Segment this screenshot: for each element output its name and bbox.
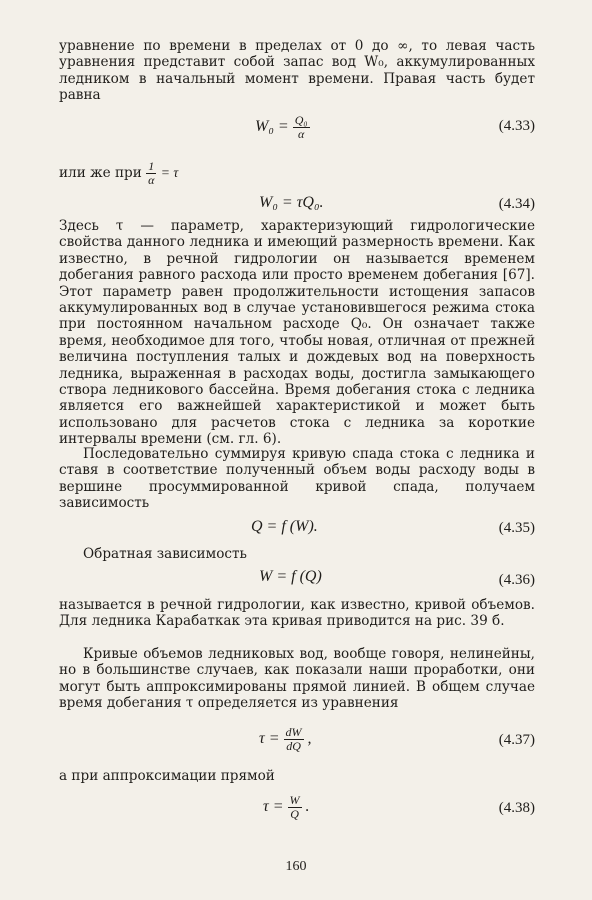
paragraph-3-text: Здесь τ — параметр, характеризующий гидрологические свойства данного ледника и имеющий размерность времени. Как известно, в речной гидрологии он называется временем добегания равного расхода или просто временем добегания [67]. Этот параметр равен продолжительности истощения запасов аккумулированных вод в случае установившегося режима стока при постоянном начальном расходе Q₀. Он означает также время, необходимое для того, чтобы новая, отличная от прежней величина поступления талых и дождевых вод на поверхность ледника, выраженная в расходах воды, достигла замыкающего створа ледникового бассейна. Время добегания стока с ледника является его важнейшей характеристикой и может быть использовано для расчетов стока с ледника за короткие интервалы времени (см. гл. 6). [59, 218, 535, 448]
equation-4-37-expr [259, 726, 312, 753]
paragraph-6-text: называется в речной гидрологии, как известно, кривой объемов. Для ледника Карабаткак эта кривая приводится на рис. 39 б. [59, 597, 535, 630]
equation-4-38-fraction [288, 794, 302, 821]
paragraph-8 [59, 768, 535, 784]
equation-4-35-expr: Q = f (W). [251, 518, 318, 535]
paragraph-2-prefix: или же при [59, 165, 142, 181]
equation-4-38-expr [263, 794, 310, 821]
equation-4-35-number: (4.35) [498, 520, 535, 536]
paragraph-2-frac-den: α [148, 173, 155, 187]
equation-4-38 [59, 792, 535, 828]
paragraph-2-frac-num: 1 [146, 160, 156, 174]
equation-4-35 [59, 512, 535, 548]
paragraph-4-text: Последовательно суммируя кривую спада стока с ледника и ставя в соответствие полученный объем воды расходу воды в вершине просуммированной кривой спада, получаем зависимость [59, 446, 535, 512]
equation-4-37-fraction [284, 726, 304, 753]
paragraph-7-text: Кривые объемов ледниковых вод, вообще говоря, нелинейны, но в большинстве случаев, как показали наши проработки, они могут быть аппроксимированы прямой линией. В общем случае время добегания τ определяется из уравнения [59, 646, 535, 712]
equation-4-38-tail: . [305, 798, 310, 816]
paragraph-1-text: уравнение по времени в пределах от 0 до ∞, то левая часть уравнения представит собой запас вод W₀, аккумулированных ледником в начальный момент времени. Правая часть будет равна [59, 38, 535, 104]
equation-4-33-fraction [293, 114, 310, 141]
page-number: 160 [285, 859, 307, 874]
paragraph-2 [59, 160, 535, 187]
paragraph-5-text: Обратная зависимость [83, 546, 247, 562]
equation-4-38-denominator: Q [290, 807, 299, 821]
paragraph-2-fraction [146, 160, 156, 187]
equation-4-33-numerator: Q₀ [294, 113, 308, 127]
paragraph-8-text: а при аппроксимации прямой [59, 768, 275, 784]
equation-4-37-tail: , [307, 730, 312, 748]
equation-4-34-expr: W₀ = τQ₀. [259, 194, 324, 211]
equation-4-38-numerator: W [289, 793, 300, 807]
equation-4-33-denominator: α [297, 127, 305, 141]
equation-4-37-denominator: dQ [286, 739, 301, 753]
equation-4-38-lhs: τ = [263, 798, 284, 816]
equation-4-36 [59, 564, 535, 600]
paragraph-7 [59, 646, 535, 712]
paragraph-5 [59, 546, 535, 562]
equation-4-37-number: (4.37) [498, 732, 535, 748]
paragraph-4 [59, 446, 535, 512]
equation-4-33 [59, 110, 535, 146]
equation-4-38-number: (4.38) [498, 800, 535, 816]
equation-4-36-expr: W = f (Q) [259, 568, 322, 585]
equation-4-33-number: (4.33) [498, 118, 535, 134]
equation-4-37-lhs: τ = [259, 730, 280, 748]
equation-4-37 [59, 724, 535, 760]
paragraph-6 [59, 597, 535, 630]
equation-4-34-number: (4.34) [498, 196, 535, 212]
paragraph-2-suffix: = τ [160, 165, 179, 180]
equation-4-33-lhs: W₀ = [255, 118, 289, 136]
paragraph-1 [59, 38, 535, 104]
equation-4-36-number: (4.36) [498, 572, 535, 588]
equation-4-33-expr [255, 114, 310, 141]
paragraph-3 [59, 218, 535, 448]
equation-4-37-numerator: dW [285, 725, 302, 739]
